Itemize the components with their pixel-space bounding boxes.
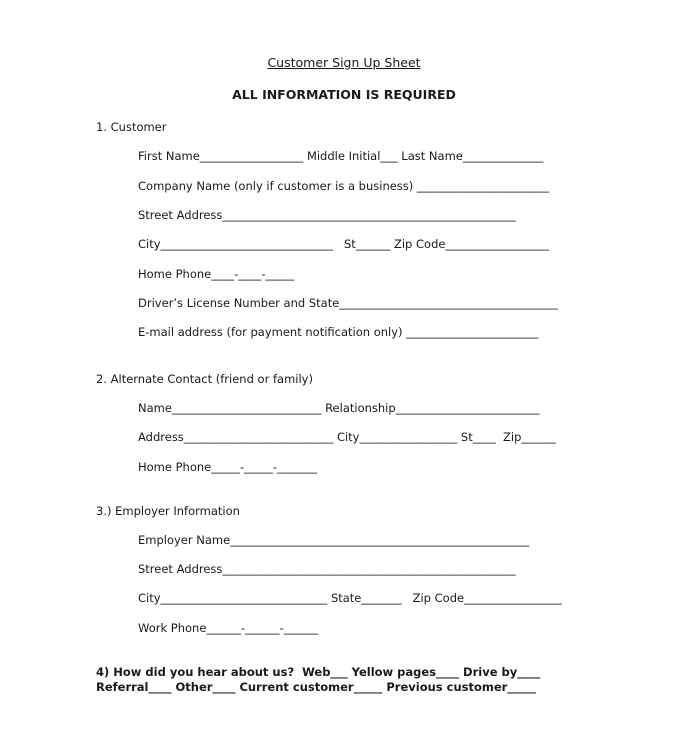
field-company-name: Company Name (only if customer is a business) _______________________ <box>138 179 550 193</box>
field-email-address: E-mail address (for payment notification only) _______________________ <box>138 325 539 339</box>
field-alt-home-phone: Home Phone_____-_____-_______ <box>138 460 318 474</box>
section-heading-alternate-contact: 2. Alternate Contact (friend or family) <box>96 372 313 386</box>
field-alt-address: Address__________________________ City_________________ St____ Zip______ <box>138 430 556 444</box>
field-first-name-row: First Name__________________ Middle Initial___ Last Name______________ <box>138 149 544 163</box>
referral-question-line1: 4) How did you hear about us? Web___ Yellow pages____ Drive by____ <box>96 665 541 679</box>
section-heading-customer: 1. Customer <box>96 120 167 134</box>
field-drivers-license: Driver’s License Number and State______________________________________ <box>138 296 558 310</box>
field-city-state-zip: City______________________________ St______ Zip Code__________________ <box>138 237 549 251</box>
page-title: Customer Sign Up Sheet <box>267 55 421 70</box>
field-employer-city-state-zip: City_____________________________ State_______ Zip Code_________________ <box>138 591 562 605</box>
section-heading-employer: 3.) Employer Information <box>96 504 240 518</box>
field-street-address: Street Address___________________________________________________ <box>138 208 516 222</box>
page-subtitle: ALL INFORMATION IS REQUIRED <box>232 87 456 102</box>
field-work-phone: Work Phone______-______-______ <box>138 621 319 635</box>
referral-question-line2: Referral____ Other____ Current customer_____ Previous customer_____ <box>96 680 537 694</box>
field-employer-name: Employer Name____________________________________________________ <box>138 533 530 547</box>
field-home-phone: Home Phone____-____-_____ <box>138 267 295 281</box>
field-alt-name-relationship: Name__________________________ Relationship_________________________ <box>138 401 540 415</box>
field-employer-street: Street Address___________________________________________________ <box>138 562 516 576</box>
